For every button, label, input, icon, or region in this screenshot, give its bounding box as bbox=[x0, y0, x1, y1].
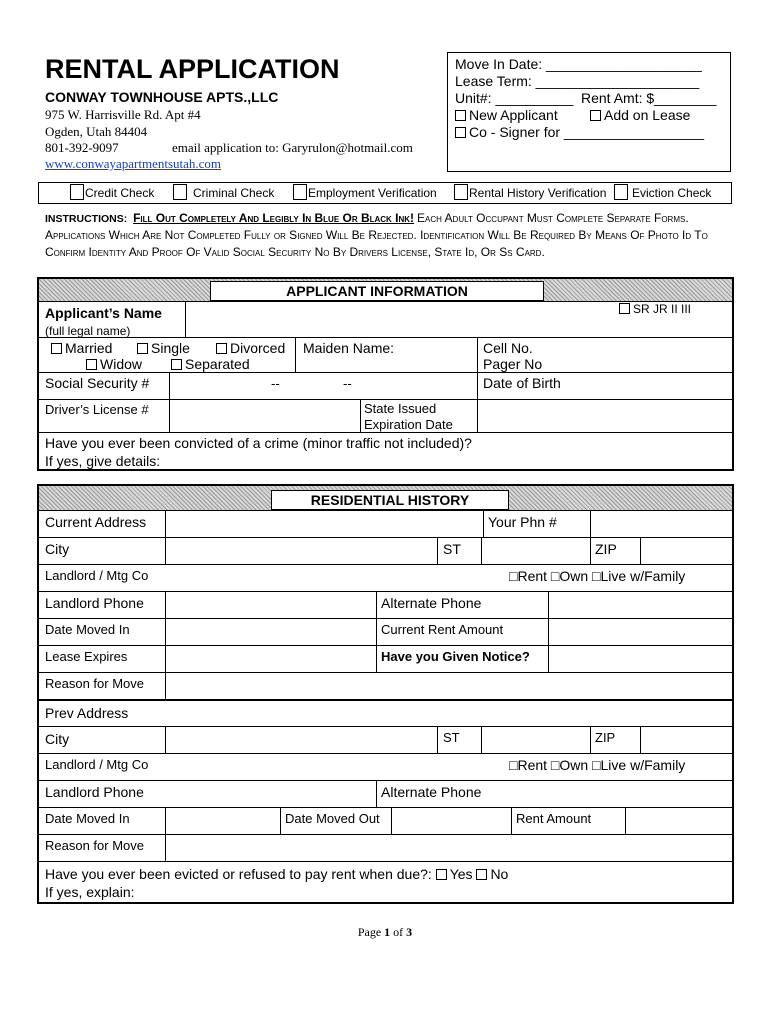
eviction-no-option[interactable]: No bbox=[476, 866, 508, 882]
eviction-question: Have you ever been evicted or refused to pay rent when due?: Yes No bbox=[45, 866, 509, 882]
married-option[interactable]: Married bbox=[51, 340, 112, 356]
landlord-label: Landlord / Mtg Co bbox=[45, 568, 149, 583]
prev-state-label: ST bbox=[443, 730, 460, 745]
rental-history-checkbox[interactable] bbox=[454, 184, 468, 200]
prev-alternate-phone-label: Alternate Phone bbox=[381, 784, 482, 800]
checkbox-icon[interactable] bbox=[86, 359, 97, 370]
checkbox-icon[interactable] bbox=[455, 110, 466, 121]
prev-date-moved-in-label: Date Moved In bbox=[45, 811, 130, 826]
date-of-birth-label: Date of Birth bbox=[483, 375, 561, 391]
prev-city-label: City bbox=[45, 731, 70, 747]
eviction-check-checkbox[interactable] bbox=[614, 184, 628, 200]
credit-check-label: Credit Check bbox=[85, 186, 155, 200]
separated-option[interactable]: Separated bbox=[171, 356, 250, 372]
name-suffix-options[interactable]: SR JR II III bbox=[619, 302, 691, 316]
form-title: RENTAL APPLICATION bbox=[45, 54, 340, 84]
date-moved-out-label: Date Moved Out bbox=[285, 811, 380, 826]
eviction-check-label: Eviction Check bbox=[632, 186, 712, 200]
applicant-section-header: APPLICANT INFORMATION bbox=[210, 281, 544, 301]
rent-amount-field[interactable]: Rent Amt: $________ bbox=[581, 90, 717, 106]
co-signer-field[interactable]: Co - Signer for __________________ bbox=[455, 124, 704, 140]
given-notice-label: Have you Given Notice? bbox=[381, 649, 530, 664]
phone-number: 801-392-9097 bbox=[45, 140, 119, 155]
date-moved-in-label: Date Moved In bbox=[45, 622, 130, 637]
maiden-name-label: Maiden Name: bbox=[303, 340, 395, 356]
checkbox-icon[interactable] bbox=[137, 343, 148, 354]
eviction-explain-label: If yes, explain: bbox=[45, 884, 135, 900]
residential-history-section bbox=[37, 484, 734, 904]
ssn-label: Social Security # bbox=[45, 375, 150, 391]
prev-address-label: Prev Address bbox=[45, 705, 129, 721]
lease-expires-label: Lease Expires bbox=[45, 649, 128, 664]
state-label: ST bbox=[443, 541, 461, 557]
checkbox-icon[interactable] bbox=[51, 343, 62, 354]
prev-landlord-label: Landlord / Mtg Co bbox=[45, 757, 149, 772]
alternate-phone-label: Alternate Phone bbox=[381, 595, 482, 611]
lease-info-box bbox=[447, 52, 731, 172]
prev-housing-type-options[interactable]: □Rent □Own □Live w/Family bbox=[509, 757, 686, 773]
applicant-information-section bbox=[37, 277, 734, 471]
applicant-name-label: Applicant’s Name bbox=[45, 305, 162, 321]
current-rent-label: Current Rent Amount bbox=[381, 622, 504, 637]
landlord-phone-label: Landlord Phone bbox=[45, 595, 144, 611]
full-legal-name-note: (full legal name) bbox=[45, 324, 131, 338]
cell-number-label: Cell No. bbox=[483, 340, 533, 356]
employment-verification-label: Employment Verification bbox=[308, 186, 437, 200]
prev-reason-for-move-label: Reason for Move bbox=[45, 838, 144, 853]
current-address-label: Current Address bbox=[45, 514, 147, 530]
unit-field[interactable]: Unit#: __________ bbox=[455, 90, 574, 106]
checkbox-icon[interactable] bbox=[216, 343, 227, 354]
zip-label: ZIP bbox=[595, 541, 617, 557]
crime-details-label: If yes, give details: bbox=[45, 453, 161, 469]
residential-section-header: RESIDENTIAL HISTORY bbox=[271, 490, 509, 510]
instructions bbox=[45, 210, 730, 261]
lease-term-field[interactable]: Lease Term: _____________________ bbox=[455, 73, 700, 89]
criminal-check-label: Criminal Check bbox=[193, 186, 275, 200]
pager-number-label: Pager No bbox=[483, 356, 543, 372]
email-instruction: email application to: Garyrulon@hotmail.com bbox=[172, 140, 413, 155]
add-on-lease-option[interactable]: Add on Lease bbox=[590, 107, 690, 123]
credit-check-checkbox[interactable] bbox=[70, 184, 84, 200]
checkbox-icon[interactable] bbox=[455, 127, 466, 138]
total-page-count: 3 bbox=[406, 925, 413, 939]
verification-check-bar bbox=[38, 182, 732, 204]
housing-type-options[interactable]: □Rent □Own □Live w/Family bbox=[509, 568, 686, 584]
instructions-emphasis: Fill Out Completely And Legibly In Blue Or Black Ink! bbox=[133, 211, 415, 225]
ssn-separator: -- bbox=[271, 376, 280, 391]
single-option[interactable]: Single bbox=[137, 340, 190, 356]
crime-question: Have you ever been convicted of a crime (minor traffic not included)? bbox=[45, 435, 472, 451]
divorced-option[interactable]: Divorced bbox=[216, 340, 285, 356]
address-line1: 975 W. Harrisville Rd. Apt #4 bbox=[45, 107, 201, 122]
criminal-check-checkbox[interactable] bbox=[173, 184, 187, 200]
eviction-yes-option[interactable]: Yes bbox=[436, 866, 473, 882]
applicant-name-input[interactable] bbox=[185, 301, 615, 337]
city-label: City bbox=[45, 541, 70, 557]
state-issued-label: State Issued bbox=[364, 401, 437, 416]
address-line2: Ogden, Utah 84404 bbox=[45, 124, 148, 139]
expiration-date-label: Expiration Date bbox=[364, 417, 453, 432]
instructions-label: INSTRUCTIONS: bbox=[45, 213, 128, 225]
page-footer: Page 1 of 3 bbox=[357, 925, 413, 939]
employment-verification-checkbox[interactable] bbox=[293, 184, 307, 200]
checkbox-icon[interactable] bbox=[436, 869, 447, 880]
prev-landlord-phone-label: Landlord Phone bbox=[45, 784, 144, 800]
current-page-number: 1 bbox=[384, 925, 391, 939]
company-name: CONWAY TOWNHOUSE APTS.,LLC bbox=[45, 89, 279, 105]
prev-rent-amount-label: Rent Amount bbox=[516, 811, 592, 826]
new-applicant-option[interactable]: New Applicant bbox=[455, 107, 558, 123]
drivers-license-label: Driver’s License # bbox=[45, 402, 149, 417]
reason-for-move-label: Reason for Move bbox=[45, 676, 144, 691]
website-link[interactable]: www.conwayapartmentsutah.com bbox=[45, 156, 222, 171]
instructions-body: Each Adult Occupant Must Complete Separate Forms. Applications Which Are Not Completed Fully or Signed Will Be Rejected. Identification Will Be Required By Means Of Photo Id To Confirm Identity And Proof Of Valid Social Security No By Drivers License, State Id, Or Ss Card. bbox=[45, 211, 708, 259]
checkbox-icon[interactable] bbox=[590, 110, 601, 121]
checkbox-icon[interactable] bbox=[171, 359, 182, 370]
your-phone-label: Your Phn # bbox=[488, 514, 557, 530]
ssn-separator: -- bbox=[343, 376, 352, 391]
checkbox-icon[interactable] bbox=[476, 869, 487, 880]
rental-history-label: Rental History Verification bbox=[469, 186, 607, 200]
prev-zip-label: ZIP bbox=[595, 730, 616, 745]
widow-option[interactable]: Widow bbox=[86, 356, 142, 372]
checkbox-icon[interactable] bbox=[619, 303, 630, 314]
move-in-date-field[interactable]: Move In Date: ____________________ bbox=[455, 56, 702, 72]
